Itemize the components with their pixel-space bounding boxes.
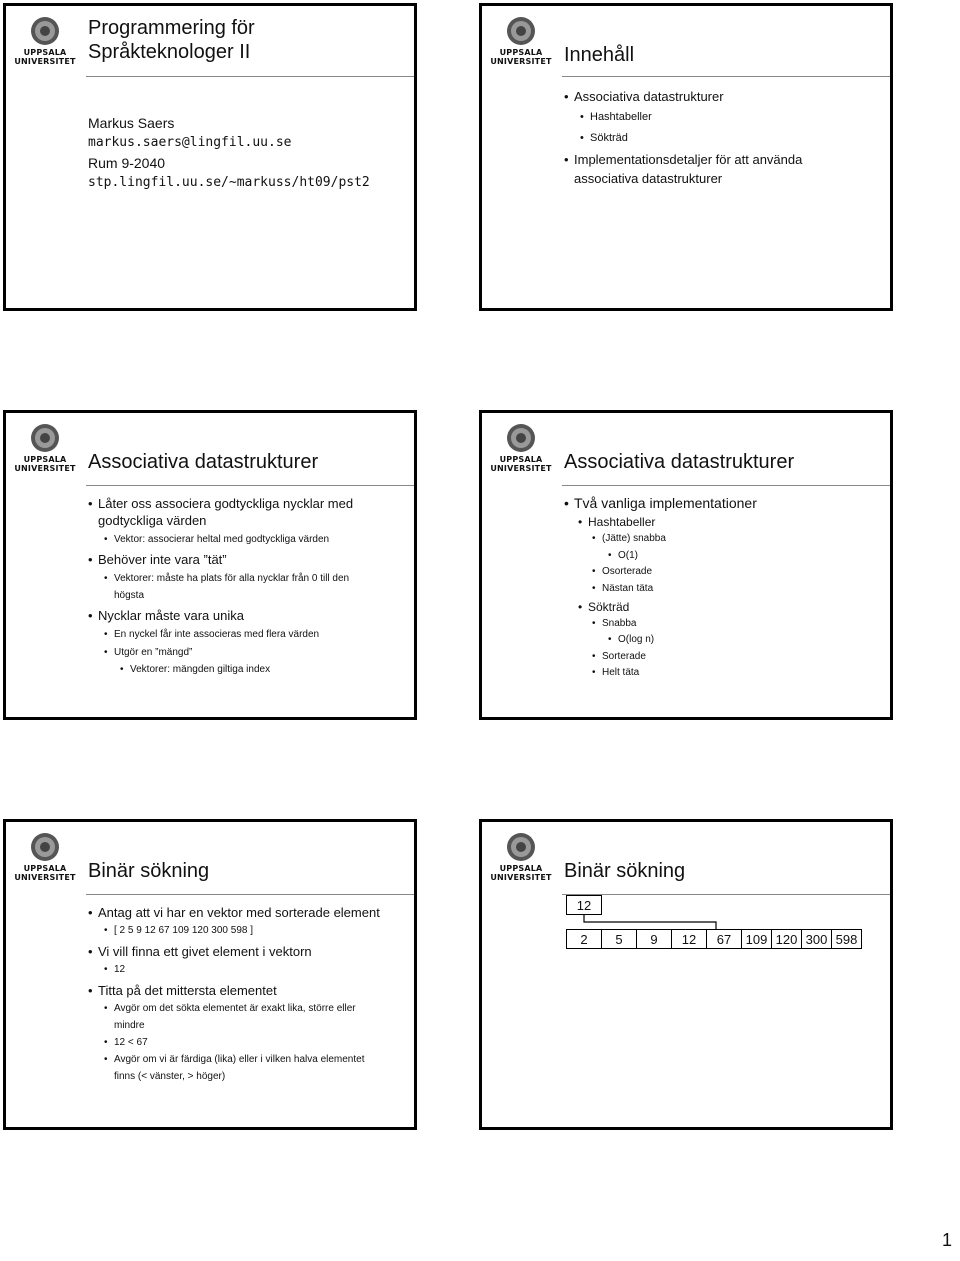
university-seal-icon bbox=[506, 423, 536, 453]
list-item: • (Jätte) snabba bbox=[592, 531, 757, 548]
logo-line1: UPPSALA bbox=[499, 864, 543, 873]
title-line1: Programmering för bbox=[88, 17, 255, 39]
slide-title: Associativa datastrukturer bbox=[88, 451, 319, 473]
array-value: 598 bbox=[835, 931, 858, 947]
array-value: 5 bbox=[615, 931, 623, 947]
title-line2: Språkteknologer II bbox=[88, 41, 251, 63]
logo-line1: UPPSALA bbox=[23, 864, 67, 873]
list-item: • Vi vill finna ett givet element i vektorn bbox=[88, 943, 380, 960]
slide-title: Associativa datastrukturer bbox=[564, 451, 795, 473]
logo-line1: UPPSALA bbox=[499, 455, 543, 464]
university-logo bbox=[488, 832, 554, 882]
slide-title: Innehåll bbox=[564, 44, 635, 66]
list-item: • Snabba bbox=[592, 616, 757, 633]
title-divider bbox=[86, 76, 414, 77]
bullet-list bbox=[88, 904, 380, 1085]
list-item: • Antag att vi har en vektor med sorterade element bbox=[88, 904, 380, 921]
search-value-box bbox=[566, 895, 602, 915]
list-item: • Utgör en ”mängd” bbox=[104, 644, 353, 661]
university-seal-icon bbox=[506, 16, 536, 46]
list-item: • Nycklar måste vara unika bbox=[88, 607, 353, 624]
bullet-list bbox=[564, 495, 757, 682]
author-info bbox=[88, 113, 370, 193]
list-item: • 12 < 67 bbox=[104, 1034, 380, 1051]
page-number: 1 bbox=[941, 1230, 952, 1250]
university-seal-icon bbox=[30, 832, 60, 862]
list-item: • [ 2 5 9 12 67 109 120 300 598 ] bbox=[104, 922, 380, 939]
list-item: • Titta på det mittersta elementet bbox=[88, 982, 380, 999]
slide-title bbox=[88, 16, 255, 64]
university-seal-icon bbox=[506, 832, 536, 862]
list-item-continuation: godtyckliga värden bbox=[98, 513, 207, 528]
logo-line2: UNIVERSITET bbox=[14, 464, 76, 473]
university-seal-icon bbox=[30, 16, 60, 46]
university-logo bbox=[12, 423, 78, 473]
list-item: • Associativa datastrukturer bbox=[564, 86, 802, 107]
list-item: • 12 bbox=[104, 961, 380, 978]
author-name: Markus Saers bbox=[88, 115, 175, 131]
list-item: • Hashtabeller bbox=[580, 107, 802, 128]
author-room: Rum 9-2040 bbox=[88, 155, 166, 171]
array-cell bbox=[741, 929, 772, 949]
array-value: 12 bbox=[681, 931, 697, 947]
array-cell-middle bbox=[706, 929, 742, 949]
array-value: 2 bbox=[580, 931, 588, 947]
list-item: • En nyckel får inte associeras med flera värden bbox=[104, 626, 353, 643]
logo-line2: UNIVERSITET bbox=[490, 57, 552, 66]
logo-line2: UNIVERSITET bbox=[490, 873, 552, 882]
list-item-continuation: finns (< vänster, > höger) bbox=[114, 1071, 226, 1082]
list-item: • Implementationsdetaljer för att använda bbox=[564, 149, 802, 170]
list-item: • Nästan täta bbox=[592, 581, 757, 598]
list-item: • Vektor: associerar heltal med godtyckliga värden bbox=[104, 531, 353, 548]
list-item: • Sökträd bbox=[578, 599, 757, 616]
slide-title: Binär sökning bbox=[564, 860, 686, 882]
list-item: • Två vanliga implementationer bbox=[564, 495, 757, 512]
university-seal-icon bbox=[30, 423, 60, 453]
array-value: 109 bbox=[745, 931, 768, 947]
bullet-list bbox=[88, 495, 353, 678]
university-logo bbox=[488, 16, 554, 66]
title-divider bbox=[86, 485, 414, 486]
logo-line2: UNIVERSITET bbox=[14, 57, 76, 66]
list-item-continuation: associativa datastrukturer bbox=[574, 171, 723, 186]
logo-line2: UNIVERSITET bbox=[14, 873, 76, 882]
course-url: stp.lingfil.uu.se/~markuss/ht09/pst2 bbox=[88, 175, 370, 190]
slide-3 bbox=[3, 410, 417, 720]
array-cell bbox=[636, 929, 672, 949]
title-divider bbox=[86, 894, 414, 895]
list-item: • Helt täta bbox=[592, 665, 757, 682]
list-item: • Vektorer: måste ha plats för alla nycklar från 0 till den bbox=[104, 570, 353, 587]
slide-6 bbox=[479, 819, 893, 1130]
list-item: • Hashtabeller bbox=[578, 514, 757, 531]
list-item-continuation: högsta bbox=[114, 590, 145, 601]
university-logo bbox=[488, 423, 554, 473]
list-item: • Osorterade bbox=[592, 564, 757, 581]
bullet-list bbox=[564, 86, 802, 189]
title-divider bbox=[562, 485, 890, 486]
list-item: • Vektorer: mängden giltiga index bbox=[120, 661, 353, 678]
list-item: • Avgör om vi är färdiga (lika) eller i vilken halva elementet bbox=[104, 1051, 380, 1068]
list-item: • Behöver inte vara ”tät” bbox=[88, 551, 353, 568]
list-item: • Sorterade bbox=[592, 649, 757, 666]
author-email: markus.saers@lingfil.uu.se bbox=[88, 135, 292, 150]
logo-line2: UNIVERSITET bbox=[490, 464, 552, 473]
search-value: 12 bbox=[576, 897, 592, 913]
list-item: • Låter oss associera godtyckliga nycklar med bbox=[88, 495, 353, 512]
university-logo bbox=[12, 16, 78, 66]
array-value: 120 bbox=[775, 931, 798, 947]
array-value: 300 bbox=[805, 931, 828, 947]
university-logo bbox=[12, 832, 78, 882]
sorted-array bbox=[566, 929, 862, 949]
array-value: 67 bbox=[716, 931, 732, 947]
list-item: • O(log n) bbox=[608, 632, 757, 649]
title-divider bbox=[562, 894, 890, 895]
logo-line1: UPPSALA bbox=[23, 48, 67, 57]
title-divider bbox=[562, 76, 890, 77]
slide-title: Binär sökning bbox=[88, 860, 210, 882]
list-item-continuation: mindre bbox=[114, 1020, 145, 1031]
array-cell bbox=[566, 929, 602, 949]
slide-2 bbox=[479, 3, 893, 311]
list-item: • Sökträd bbox=[580, 128, 802, 149]
slide-4 bbox=[479, 410, 893, 720]
list-item: • Avgör om det sökta elementet är exakt lika, större eller bbox=[104, 1000, 380, 1017]
list-item: • O(1) bbox=[608, 548, 757, 565]
logo-line1: UPPSALA bbox=[23, 455, 67, 464]
array-cell bbox=[801, 929, 832, 949]
array-cell bbox=[601, 929, 637, 949]
array-value: 9 bbox=[650, 931, 658, 947]
slide-5 bbox=[3, 819, 417, 1130]
array-cell bbox=[831, 929, 862, 949]
array-cell bbox=[771, 929, 802, 949]
array-cell bbox=[671, 929, 707, 949]
slide-1 bbox=[3, 3, 417, 311]
logo-line1: UPPSALA bbox=[499, 48, 543, 57]
